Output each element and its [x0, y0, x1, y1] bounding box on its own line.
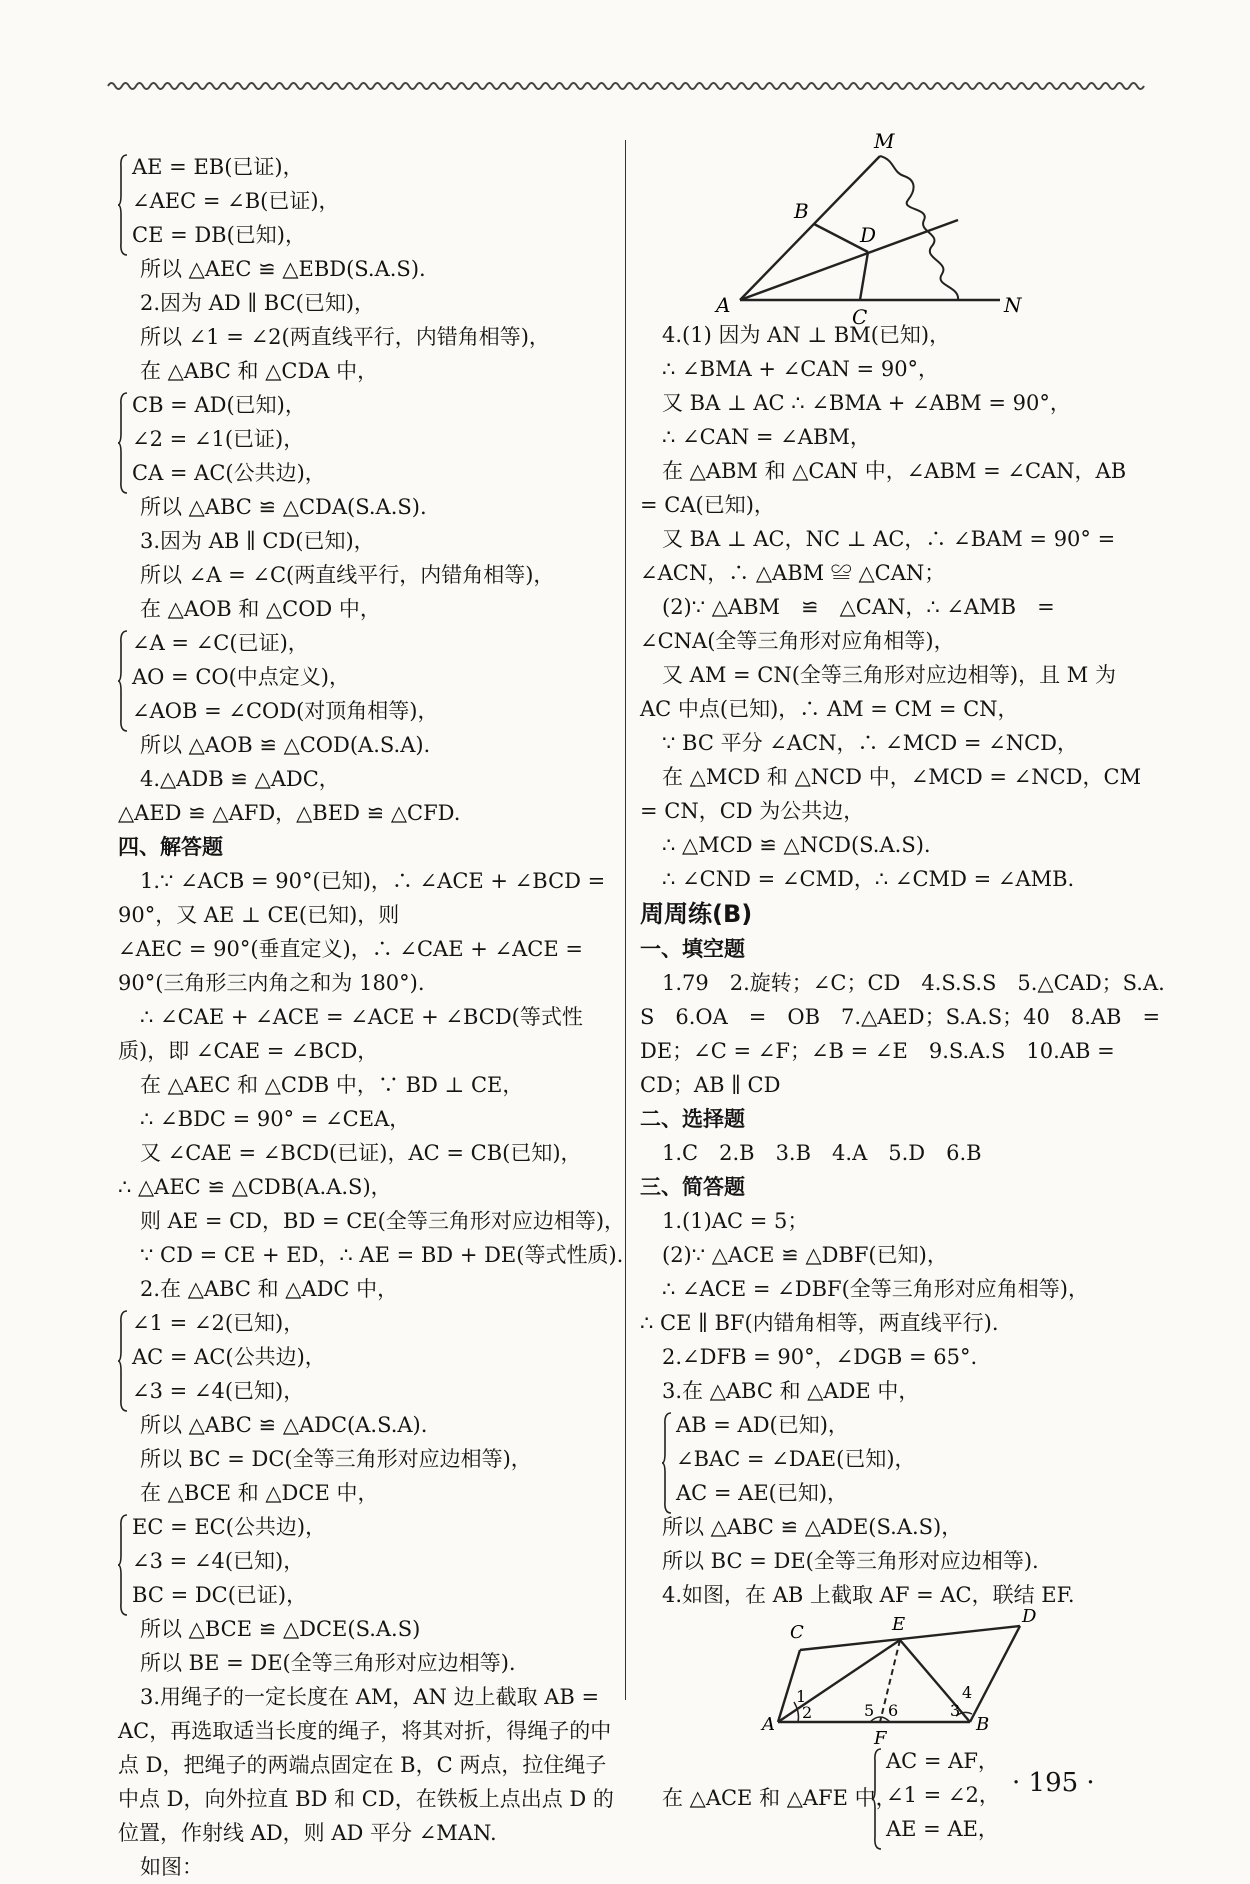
- text-line: 4.△ADB ≌ △ADC，: [140, 767, 340, 791]
- text-line: (2)∵ △ACE ≌ △DBF(已知)，: [662, 1243, 948, 1267]
- fig2-label-e: E: [892, 1614, 906, 1635]
- text-line: 3.用绳子的一定长度在 AM，AN 边上截取 AB =: [140, 1685, 600, 1709]
- text-line: 2.因为 AD ∥ BC(已知)，: [140, 291, 376, 315]
- text-line: 1.(1)AC = 5；: [662, 1209, 809, 1233]
- text-line: ∴ ∠CAE + ∠ACE = ∠ACE + ∠BCD(等式性: [140, 1005, 583, 1029]
- fig2-angle-2: 2: [802, 1703, 813, 1722]
- equation-line: EC = EC(公共边)，: [132, 1515, 327, 1539]
- text-line: ∠ACN，∴ △ABM ≌ △CAN；: [640, 561, 946, 585]
- equation-line: AB = AD(已知)，: [676, 1413, 849, 1437]
- text-line: ∴ △MCD ≌ △NCD(S.A.S).: [662, 833, 931, 857]
- brace-group: [662, 1408, 1140, 1510]
- fig2-label-c: C: [790, 1622, 804, 1643]
- text-line: ∴ △AEC ≌ △CDB(A.A.S)，: [118, 1175, 392, 1199]
- fig2-angle-5: 5: [864, 1701, 875, 1720]
- equation-line: ∠AEC = ∠B(已证)，: [132, 189, 340, 213]
- left-column: [118, 150, 626, 1884]
- figure-parallelogram: [760, 1606, 1060, 1749]
- text-line: ∴ ∠CND = ∠CMD，∴ ∠CMD = ∠AMB.: [662, 867, 1075, 891]
- equation-line: CE = DB(已知)，: [132, 223, 306, 247]
- right-column: [640, 129, 1165, 1852]
- text-line: 所以 BC = DE(全等三角形对应边相等).: [662, 1549, 1039, 1573]
- final-line-3: AE = AE，: [886, 1817, 999, 1841]
- equation-line: AC = AE(已知)，: [676, 1481, 849, 1505]
- final-line-2: ∠1 = ∠2，: [886, 1783, 1000, 1807]
- equation-line: AO = CO(中点定义)，: [132, 665, 350, 689]
- text-line: 又 BA ⊥ AC ∴ ∠BMA + ∠ABM = 90°，: [662, 391, 1071, 415]
- fig1-label-a: A: [716, 293, 731, 317]
- text-line: 4.(1) 因为 AN ⊥ BM(已知)，: [662, 323, 951, 347]
- text-line: 4.如图，在 AB 上截取 AF = AC，联结 EF.: [662, 1583, 1075, 1607]
- text-line: 所以 △ABC ≌ △ADE(S.A.S)，: [662, 1515, 963, 1539]
- equation-line: ∠A = ∠C(已证)，: [132, 631, 309, 655]
- equation-line: ∠2 = ∠1(已证)，: [132, 427, 305, 451]
- text-line: 质)，即 ∠CAE = ∠BCD，: [118, 1039, 379, 1063]
- text-line: 所以 △BCE ≌ △DCE(S.A.S): [140, 1617, 421, 1641]
- text-line: 所以 △AOB ≌ △COD(A.S.A).: [140, 733, 431, 757]
- equation-line: AE = EB(已证)，: [132, 155, 304, 179]
- brace-symbol: [662, 1413, 672, 1513]
- text-line: 3.在 △ABC 和 △ADE 中，: [662, 1379, 920, 1403]
- fig2-angle-1: 1: [796, 1687, 807, 1706]
- text-line: ∴ ∠BDC = 90° = ∠CEA，: [140, 1107, 411, 1131]
- fig1-label-d: D: [860, 223, 877, 247]
- text-line: 1.C 2.B 3.B 4.A 5.D 6.B: [662, 1141, 982, 1165]
- text-line: 所以 △AEC ≌ △EBD(S.A.S).: [140, 257, 426, 281]
- text-line: 又 AM = CN(全等三角形对应边相等)，且 M 为: [662, 663, 1116, 687]
- text-line: 所以 ∠1 = ∠2(两直线平行，内错角相等)，: [140, 325, 550, 349]
- fig1-label-c: C: [852, 305, 868, 329]
- fig2-label-d: D: [1022, 1606, 1037, 1627]
- brace-symbol: [118, 393, 128, 493]
- equation-line: CA = AC(公共边)，: [132, 461, 326, 485]
- final-brace-group: [872, 1744, 1000, 1846]
- section-heading: 一、填空题: [640, 937, 745, 961]
- text-line: 则 AE = CD，BD = CE(全等三角形对应边相等)，: [140, 1209, 626, 1233]
- text-line: 在 △ABC 和 △CDA 中，: [140, 359, 379, 383]
- text-line: ∠AEC = 90°(垂直定义)，∴ ∠CAE + ∠ACE =: [118, 937, 583, 961]
- section-heading: 四、解答题: [118, 835, 223, 859]
- fig2-angle-3: 3: [950, 1701, 961, 1720]
- brace-symbol: [118, 1311, 128, 1411]
- section-heading: 二、选择题: [640, 1107, 745, 1131]
- text-line: 在 △AEC 和 △CDB 中，∵ BD ⊥ CE，: [140, 1073, 524, 1097]
- fig2-angle-4: 4: [962, 1683, 973, 1702]
- section-heading: 三、简答题: [640, 1175, 745, 1199]
- text-line: ∴ CE ∥ BF(内错角相等，两直线平行).: [640, 1311, 999, 1335]
- brace-group: [118, 626, 612, 728]
- text-line: 在 △AOB 和 △COD 中，: [140, 597, 381, 621]
- text-line: 又 ∠CAE = ∠BCD(已证)，AC = CB(已知)，: [140, 1141, 582, 1165]
- text-line: 所以 ∠A = ∠C(两直线平行，内错角相等)，: [140, 563, 555, 587]
- decorative-border: [108, 78, 1136, 94]
- page-number: · 195 ·: [1012, 1768, 1095, 1798]
- text-line: = CA(已知)，: [640, 493, 775, 517]
- brace-group: [118, 150, 612, 252]
- text-line: ∴ ∠BMA + ∠CAN = 90°，: [662, 357, 940, 381]
- text-line: = CN，CD 为公共边，: [640, 799, 865, 823]
- text-line: 又 BA ⊥ AC，NC ⊥ AC，∴ ∠BAM = 90° =: [662, 527, 1116, 551]
- text-line: 所以 BC = DC(全等三角形对应边相等)，: [140, 1447, 532, 1471]
- brace-group: [118, 1510, 612, 1612]
- text-line: 所以 BE = DE(全等三角形对应边相等).: [140, 1651, 516, 1675]
- equation-line: ∠AOB = ∠COD(对顶角相等)，: [132, 699, 439, 723]
- text-line: 在 △MCD 和 △NCD 中，∠MCD = ∠NCD，CM: [662, 765, 1142, 789]
- fig1-label-b: B: [794, 199, 809, 223]
- text-line: 2.在 △ABC 和 △ADC 中，: [140, 1277, 399, 1301]
- text-line: DE；∠C = ∠F；∠B = ∠E 9.S.A.S 10.AB =: [640, 1039, 1115, 1063]
- brace-group: [118, 388, 612, 490]
- brace-symbol: [118, 155, 128, 255]
- text-line: 1.∵ ∠ACB = 90°(已知)，∴ ∠ACE + ∠BCD =: [140, 869, 606, 893]
- text-line: ∴ ∠CAN = ∠ABM，: [662, 425, 871, 449]
- text-line: 所以 △ABC ≌ △ADC(A.S.A).: [140, 1413, 428, 1437]
- equation-line: ∠3 = ∠4(已知)，: [132, 1549, 305, 1573]
- final-lead: 在 △ACE 和 △AFE 中，: [662, 1786, 897, 1810]
- text-line: ∴ ∠ACE = ∠DBF(全等三角形对应角相等)，: [662, 1277, 1089, 1301]
- text-line: 1.79 2.旋转；∠C；CD 4.S.S.S 5.△CAD；S.A.: [662, 971, 1165, 995]
- text-line: ∵ CD = CE + ED，∴ AE = BD + DE(等式性质).: [140, 1243, 624, 1267]
- equation-line: AC = AC(公共边)，: [132, 1345, 326, 1369]
- text-line: 中点 D，向外拉直 BD 和 CD，在铁板上点出点 D 的: [118, 1787, 614, 1811]
- text-line: 2.∠DFB = 90°，∠DGB = 65°.: [662, 1345, 978, 1369]
- text-line: ∠CNA(全等三角形对应角相等)，: [640, 629, 955, 653]
- text-line: AC 中点(已知)，∴ AM = CM = CN，: [640, 697, 1019, 721]
- chapter-heading: 周周练(B): [640, 900, 753, 928]
- right-text: [640, 318, 1165, 1612]
- fig2-label-f: F: [874, 1728, 887, 1749]
- final-equation-block: [640, 1744, 1140, 1852]
- text-line: 点 D，把绳子的两端点固定在 B，C 两点，拉住绳子: [118, 1753, 607, 1777]
- equation-line: ∠3 = ∠4(已知)，: [132, 1379, 305, 1403]
- text-line: 90°(三角形三内角之和为 180°).: [118, 971, 425, 995]
- figure-angle-bisector: [710, 129, 1070, 329]
- fig2-label-a: A: [762, 1714, 775, 1735]
- fig2-label-b: B: [976, 1714, 990, 1735]
- equation-line: ∠BAC = ∠DAE(已知)，: [676, 1447, 916, 1471]
- final-line-1: AC = AF，: [886, 1749, 999, 1773]
- brace-symbol: [118, 631, 128, 731]
- text-line: S 6.OA = OB 7.△AED；S.A.S；40 8.AB =: [640, 1005, 1161, 1029]
- text-line: 如图：: [140, 1855, 203, 1879]
- text-line: 在 △ABM 和 △CAN 中，∠ABM = ∠CAN，AB: [662, 459, 1127, 483]
- fig1-label-m: M: [874, 129, 895, 153]
- text-line: ∵ BC 平分 ∠ACN，∴ ∠MCD = ∠NCD，: [662, 731, 1078, 755]
- brace-group: [118, 1306, 612, 1408]
- text-line: 在 △BCE 和 △DCE 中，: [140, 1481, 379, 1505]
- text-line: △AED ≌ △AFD，△BED ≌ △CFD.: [118, 801, 461, 825]
- text-line: 位置，作射线 AD，则 AD 平分 ∠MAN.: [118, 1821, 497, 1845]
- fig2-angle-6: 6: [888, 1701, 899, 1720]
- equation-line: ∠1 = ∠2(已知)，: [132, 1311, 305, 1335]
- text-line: (2)∵ △ABM ≌ △CAN，∴ ∠AMB =: [662, 595, 1055, 619]
- text-line: 所以 △ABC ≌ △CDA(S.A.S).: [140, 495, 427, 519]
- text-line: 3.因为 AB ∥ CD(已知)，: [140, 529, 375, 553]
- equation-line: CB = AD(已知)，: [132, 393, 306, 417]
- text-line: CD；AB ∥ CD: [640, 1073, 781, 1097]
- equation-line: BC = DC(已证)，: [132, 1583, 308, 1607]
- text-line: AC，再选取适当长度的绳子，将其对折，得绳子的中: [118, 1719, 612, 1743]
- column-divider: [625, 140, 626, 1700]
- brace-symbol: [118, 1515, 128, 1615]
- text-line: 90°，又 AE ⊥ CE(已知)，则: [118, 903, 400, 927]
- fig1-label-n: N: [1004, 293, 1022, 317]
